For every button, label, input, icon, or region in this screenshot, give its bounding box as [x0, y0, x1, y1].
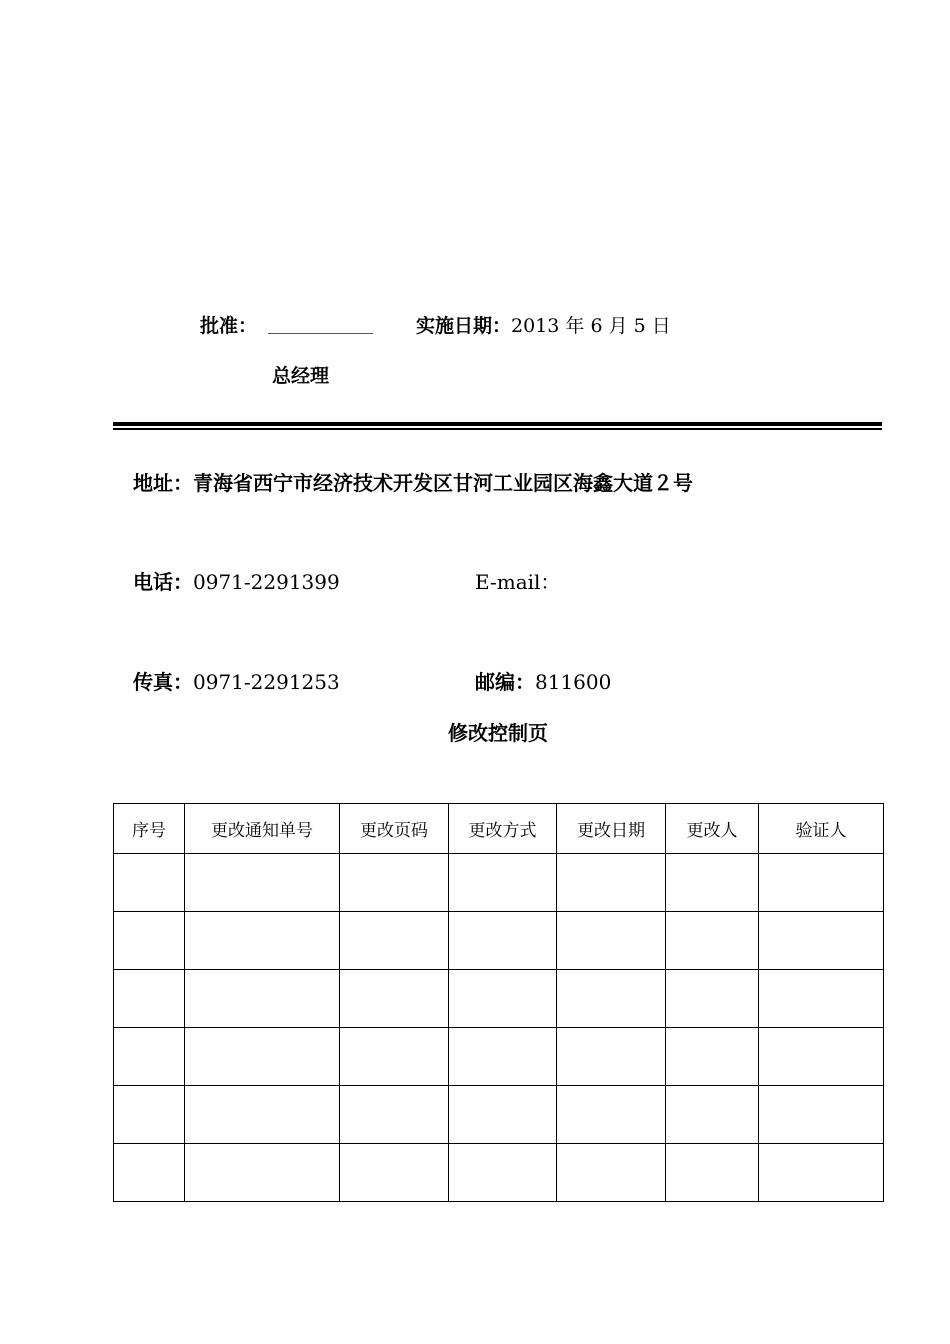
divider-thick	[113, 422, 882, 426]
address-value: 青海省西宁市经济技术开发区甘河工业园区海鑫大道２号	[193, 471, 693, 495]
table-cell	[666, 912, 759, 970]
table-cell	[185, 970, 340, 1028]
table-cell	[114, 970, 185, 1028]
table-cell	[759, 970, 884, 1028]
email	[475, 566, 560, 595]
fax-label: 传真：	[133, 670, 193, 694]
column-header: 验证人	[759, 804, 884, 854]
column-header: 更改通知单号	[185, 804, 340, 854]
table-cell	[449, 1086, 557, 1144]
table-cell	[557, 970, 666, 1028]
table-cell	[185, 1086, 340, 1144]
table-cell	[557, 854, 666, 912]
fax-value: 0971-2291253	[193, 670, 340, 694]
effective-date	[416, 311, 671, 338]
column-header: 更改方式	[449, 804, 557, 854]
table-cell	[114, 912, 185, 970]
table-cell	[557, 1144, 666, 1202]
divider-thin	[113, 428, 882, 430]
phone-label: 电话：	[133, 570, 193, 594]
table-cell	[759, 1144, 884, 1202]
table-cell	[185, 1144, 340, 1202]
approval-signature-line	[268, 333, 373, 334]
column-header: 更改日期	[557, 804, 666, 854]
table-cell	[449, 1028, 557, 1086]
phone	[133, 566, 340, 595]
table-cell	[759, 912, 884, 970]
column-header: 序号	[114, 804, 185, 854]
table-cell	[759, 1086, 884, 1144]
fax	[133, 666, 340, 695]
table-cell	[759, 1028, 884, 1086]
table-row	[114, 854, 884, 912]
effective-date-value: 2013 年 6 月 5 日	[511, 315, 671, 337]
postal-label: 邮编：	[475, 670, 535, 694]
table-cell	[114, 854, 185, 912]
address	[133, 467, 693, 496]
column-header: 更改人	[666, 804, 759, 854]
table-row	[114, 912, 884, 970]
table-cell	[449, 854, 557, 912]
table-cell	[114, 1086, 185, 1144]
revision-table	[113, 803, 884, 1202]
column-header: 更改页码	[340, 804, 449, 854]
table-cell	[449, 912, 557, 970]
table-cell	[557, 912, 666, 970]
table-cell	[666, 970, 759, 1028]
table-cell	[185, 854, 340, 912]
table-cell	[666, 854, 759, 912]
table-cell	[449, 1144, 557, 1202]
table-cell	[449, 970, 557, 1028]
table-row	[114, 1144, 884, 1202]
table-cell	[340, 1144, 449, 1202]
table-row	[114, 1028, 884, 1086]
table-cell	[114, 1144, 185, 1202]
effective-date-label: 实施日期：	[416, 315, 512, 337]
address-label: 地址：	[133, 471, 193, 495]
table-cell	[666, 1028, 759, 1086]
table-cell	[759, 854, 884, 912]
revision-page-title: 修改控制页	[448, 721, 548, 745]
email-label: E-mail：	[475, 570, 561, 594]
table-cell	[340, 854, 449, 912]
postal-code	[475, 666, 611, 695]
table-row	[114, 1086, 884, 1144]
postal-value: 811600	[535, 670, 612, 694]
table-row	[114, 970, 884, 1028]
table-cell	[185, 1028, 340, 1086]
table-cell	[666, 1144, 759, 1202]
approver-title: 总经理	[272, 365, 330, 387]
table-cell	[666, 1086, 759, 1144]
table-cell	[114, 1028, 185, 1086]
revision-table-header	[114, 804, 884, 854]
table-cell	[557, 1086, 666, 1144]
table-cell	[340, 1086, 449, 1144]
table-cell	[185, 912, 340, 970]
approval-label: 批准：	[200, 315, 258, 337]
table-cell	[340, 1028, 449, 1086]
table-cell	[340, 912, 449, 970]
phone-value: 0971-2291399	[193, 570, 340, 594]
table-cell	[340, 970, 449, 1028]
table-cell	[557, 1028, 666, 1086]
